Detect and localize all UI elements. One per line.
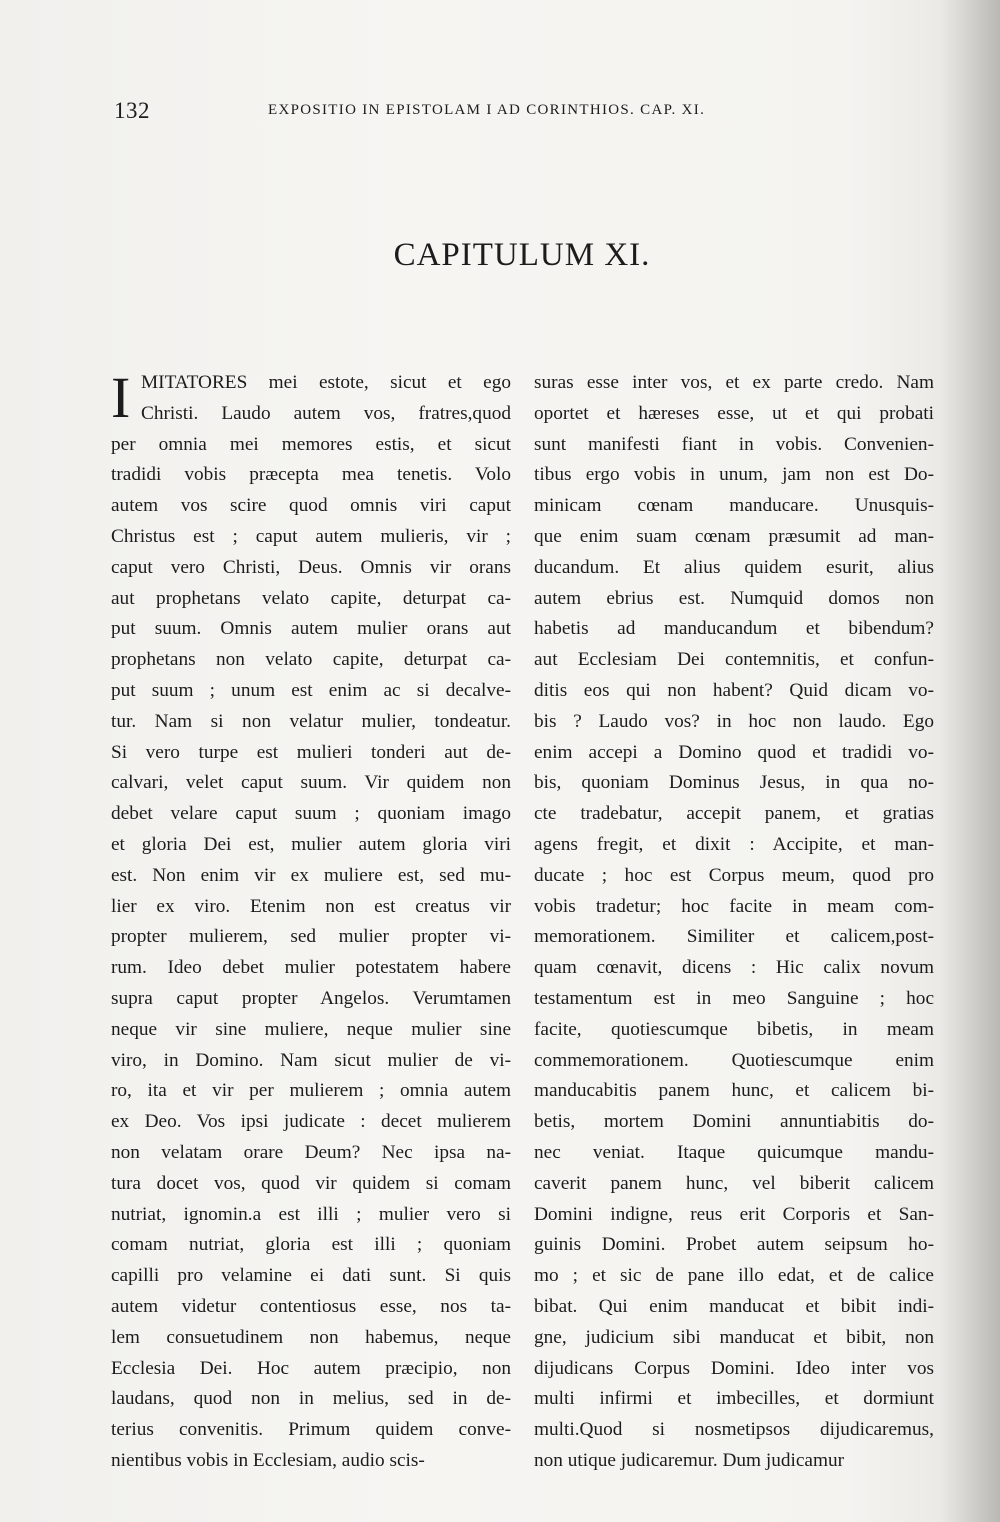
text-line: Si vero turpe est mulieri tonderi aut de-: [111, 741, 511, 763]
text-line: tibus ergo vobis in unum, jam non est Do-: [534, 464, 934, 486]
text-line: Christi. Laudo autem vos, fratres,quod: [141, 402, 511, 424]
text-line: lier ex viro. Etenim non est creatus vir: [111, 895, 511, 917]
text-line: multi infirmi et imbecilles, et dormiunt: [534, 1388, 934, 1410]
text-line: aut prophetans velato capite, deturpat ca-: [111, 587, 511, 609]
text-line: Christus est ; caput autem mulieris, vir ;: [111, 525, 511, 547]
text-line: oportet et hæreses esse, ut et qui probati: [534, 402, 934, 424]
text-line: facite, quotiescumque bibetis, in meam: [534, 1018, 934, 1040]
right-column: [534, 368, 934, 1477]
text-line: habetis ad manducandum et bibendum?: [534, 618, 934, 640]
text-line: non utique judicaremur. Dum judicamur: [534, 1449, 845, 1471]
text-line: rum. Ideo debet mulier potestatem habere: [111, 957, 511, 979]
running-title: EXPOSITIO IN EPISTOLAM I AD CORINTHIOS. CAP. XI.: [268, 102, 706, 118]
text-line: betis, mortem Domini annuntiabitis do-: [534, 1111, 934, 1133]
text-line: calvari, velet caput suum. Vir quidem non: [111, 772, 511, 794]
text-line: enim accepi a Domino quod et tradidi vo-: [534, 741, 934, 763]
text-line: autem vos scire quod omnis viri caput: [111, 495, 511, 517]
text-line: commemorationem. Quotiescumque enim: [534, 1049, 934, 1071]
text-line: tur. Nam si non velatur mulier, tondeatur.: [111, 710, 511, 732]
text-line: supra caput propter Angelos. Verumtamen: [111, 987, 511, 1009]
text-line: dijudicans Corpus Domini. Ideo inter vos: [534, 1357, 934, 1379]
text-line: memorationem. Similiter et calicem,post-: [534, 926, 934, 948]
text-line: gne, judicium sibi manducat et bibit, non: [534, 1326, 934, 1348]
text-line: suras esse inter vos, et ex parte credo. Nam: [534, 372, 934, 393]
text-line: manducabitis panem hunc, et calicem bi-: [534, 1080, 934, 1102]
text-line: debet velare caput suum ; quoniam imago: [111, 803, 511, 825]
text-line: lem consuetudinem non habemus, neque: [111, 1326, 511, 1348]
chapter-title: [0, 237, 1000, 274]
text-line: non velatam orare Deum? Nec ipsa na-: [111, 1141, 511, 1163]
text-line: MITATORES mei estote, sicut et ego: [141, 372, 511, 393]
text-line: aut Ecclesiam Dei contemnitis, et confun-: [534, 649, 934, 671]
text-line: multi.Quod si nosmetipsos dijudicaremus,: [534, 1419, 934, 1441]
text-line: caverit panem hunc, vel biberit calicem: [534, 1172, 934, 1194]
text-line: tradidi vobis præcepta mea tenetis. Volo: [111, 464, 511, 486]
text-line: guinis Domini. Probet autem seipsum ho-: [534, 1234, 934, 1256]
text-line: quam cœnavit, dicens : Hic calix novum: [534, 957, 934, 979]
text-line: agens fregit, et dixit : Accipite, et man-: [534, 833, 934, 855]
text-line: mo ; et sic de pane illo edat, et de calice: [534, 1265, 934, 1287]
text-line: capilli pro velamine ei dati sunt. Si quis: [111, 1265, 511, 1287]
left-column: [111, 365, 511, 1477]
text-line: bis ? Laudo vos? in hoc non laudo. Ego: [534, 710, 934, 732]
text-line: que enim suam cœnam præsumit ad man-: [534, 525, 934, 547]
text-line: nientibus vobis in Ecclesiam, audio scis-: [111, 1449, 425, 1471]
chapter-title-text: CAPITULUM XI.: [393, 237, 651, 273]
page-number: 132: [114, 98, 150, 123]
text-line: neque vir sine muliere, neque mulier sine: [111, 1018, 511, 1040]
text-line: per omnia mei memores estis, et sicut: [111, 433, 511, 455]
text-line: comam nutriat, gloria est illi ; quoniam: [111, 1234, 511, 1256]
text-line: ducate ; hoc est Corpus meum, quod pro: [534, 864, 934, 886]
text-line: nutriat, ignomin.a est illi ; mulier vero si: [111, 1203, 511, 1225]
text-line: sunt manifesti fiant in vobis. Convenien-: [534, 433, 934, 455]
text-line: ro, ita et vir per mulierem ; omnia autem: [111, 1080, 511, 1102]
text-line: caput vero Christi, Deus. Omnis vir orans: [111, 556, 511, 578]
text-line: Domini indigne, reus erit Corporis et San-: [534, 1203, 934, 1225]
text-line: et gloria Dei est, mulier autem gloria viri: [111, 833, 511, 855]
text-line: testamentum est in meo Sanguine ; hoc: [534, 987, 934, 1009]
text-line: tura docet vos, quod vir quidem si comam: [111, 1172, 511, 1194]
text-line: put suum. Omnis autem mulier orans aut: [111, 618, 511, 640]
text-line: cte tradebatur, accepit panem, et gratias: [534, 803, 934, 825]
text-line: bibat. Qui enim manducat et bibit indi-: [534, 1295, 934, 1317]
text-line: est. Non enim vir ex muliere est, sed mu-: [111, 864, 511, 886]
text-line: put suum ; unum est enim ac si decalve-: [111, 679, 511, 701]
text-line: bis, quoniam Dominus Jesus, in qua no-: [534, 772, 934, 794]
drop-cap: I: [111, 365, 131, 430]
text-line: ducandum. Et alius quidem esurit, alius: [534, 556, 934, 578]
text-line: minicam cœnam manducare. Unusquis-: [534, 495, 934, 517]
text-line: viro, in Domino. Nam sicut mulier de vi-: [111, 1049, 511, 1071]
text-line: autem ebrius est. Numquid domos non: [534, 587, 934, 609]
text-line: nec veniat. Itaque quicumque mandu-: [534, 1141, 934, 1163]
running-head: [108, 98, 943, 128]
text-line: ex Deo. Vos ipsi judicate : decet mulierem: [111, 1111, 511, 1133]
text-line: terius convenitis. Primum quidem conve-: [111, 1419, 511, 1441]
text-line: laudans, quod non in melius, sed in de-: [111, 1388, 511, 1410]
text-line: vobis tradetur; hoc facite in meam com-: [534, 895, 934, 917]
text-line: Ecclesia Dei. Hoc autem præcipio, non: [111, 1357, 511, 1379]
text-line: ditis eos qui non habent? Quid dicam vo-: [534, 679, 934, 701]
text-line: prophetans non velato capite, deturpat ca-: [111, 649, 511, 671]
text-line: propter mulierem, sed mulier propter vi-: [111, 926, 511, 948]
text-line: autem videtur contentiosus esse, nos ta-: [111, 1295, 511, 1317]
